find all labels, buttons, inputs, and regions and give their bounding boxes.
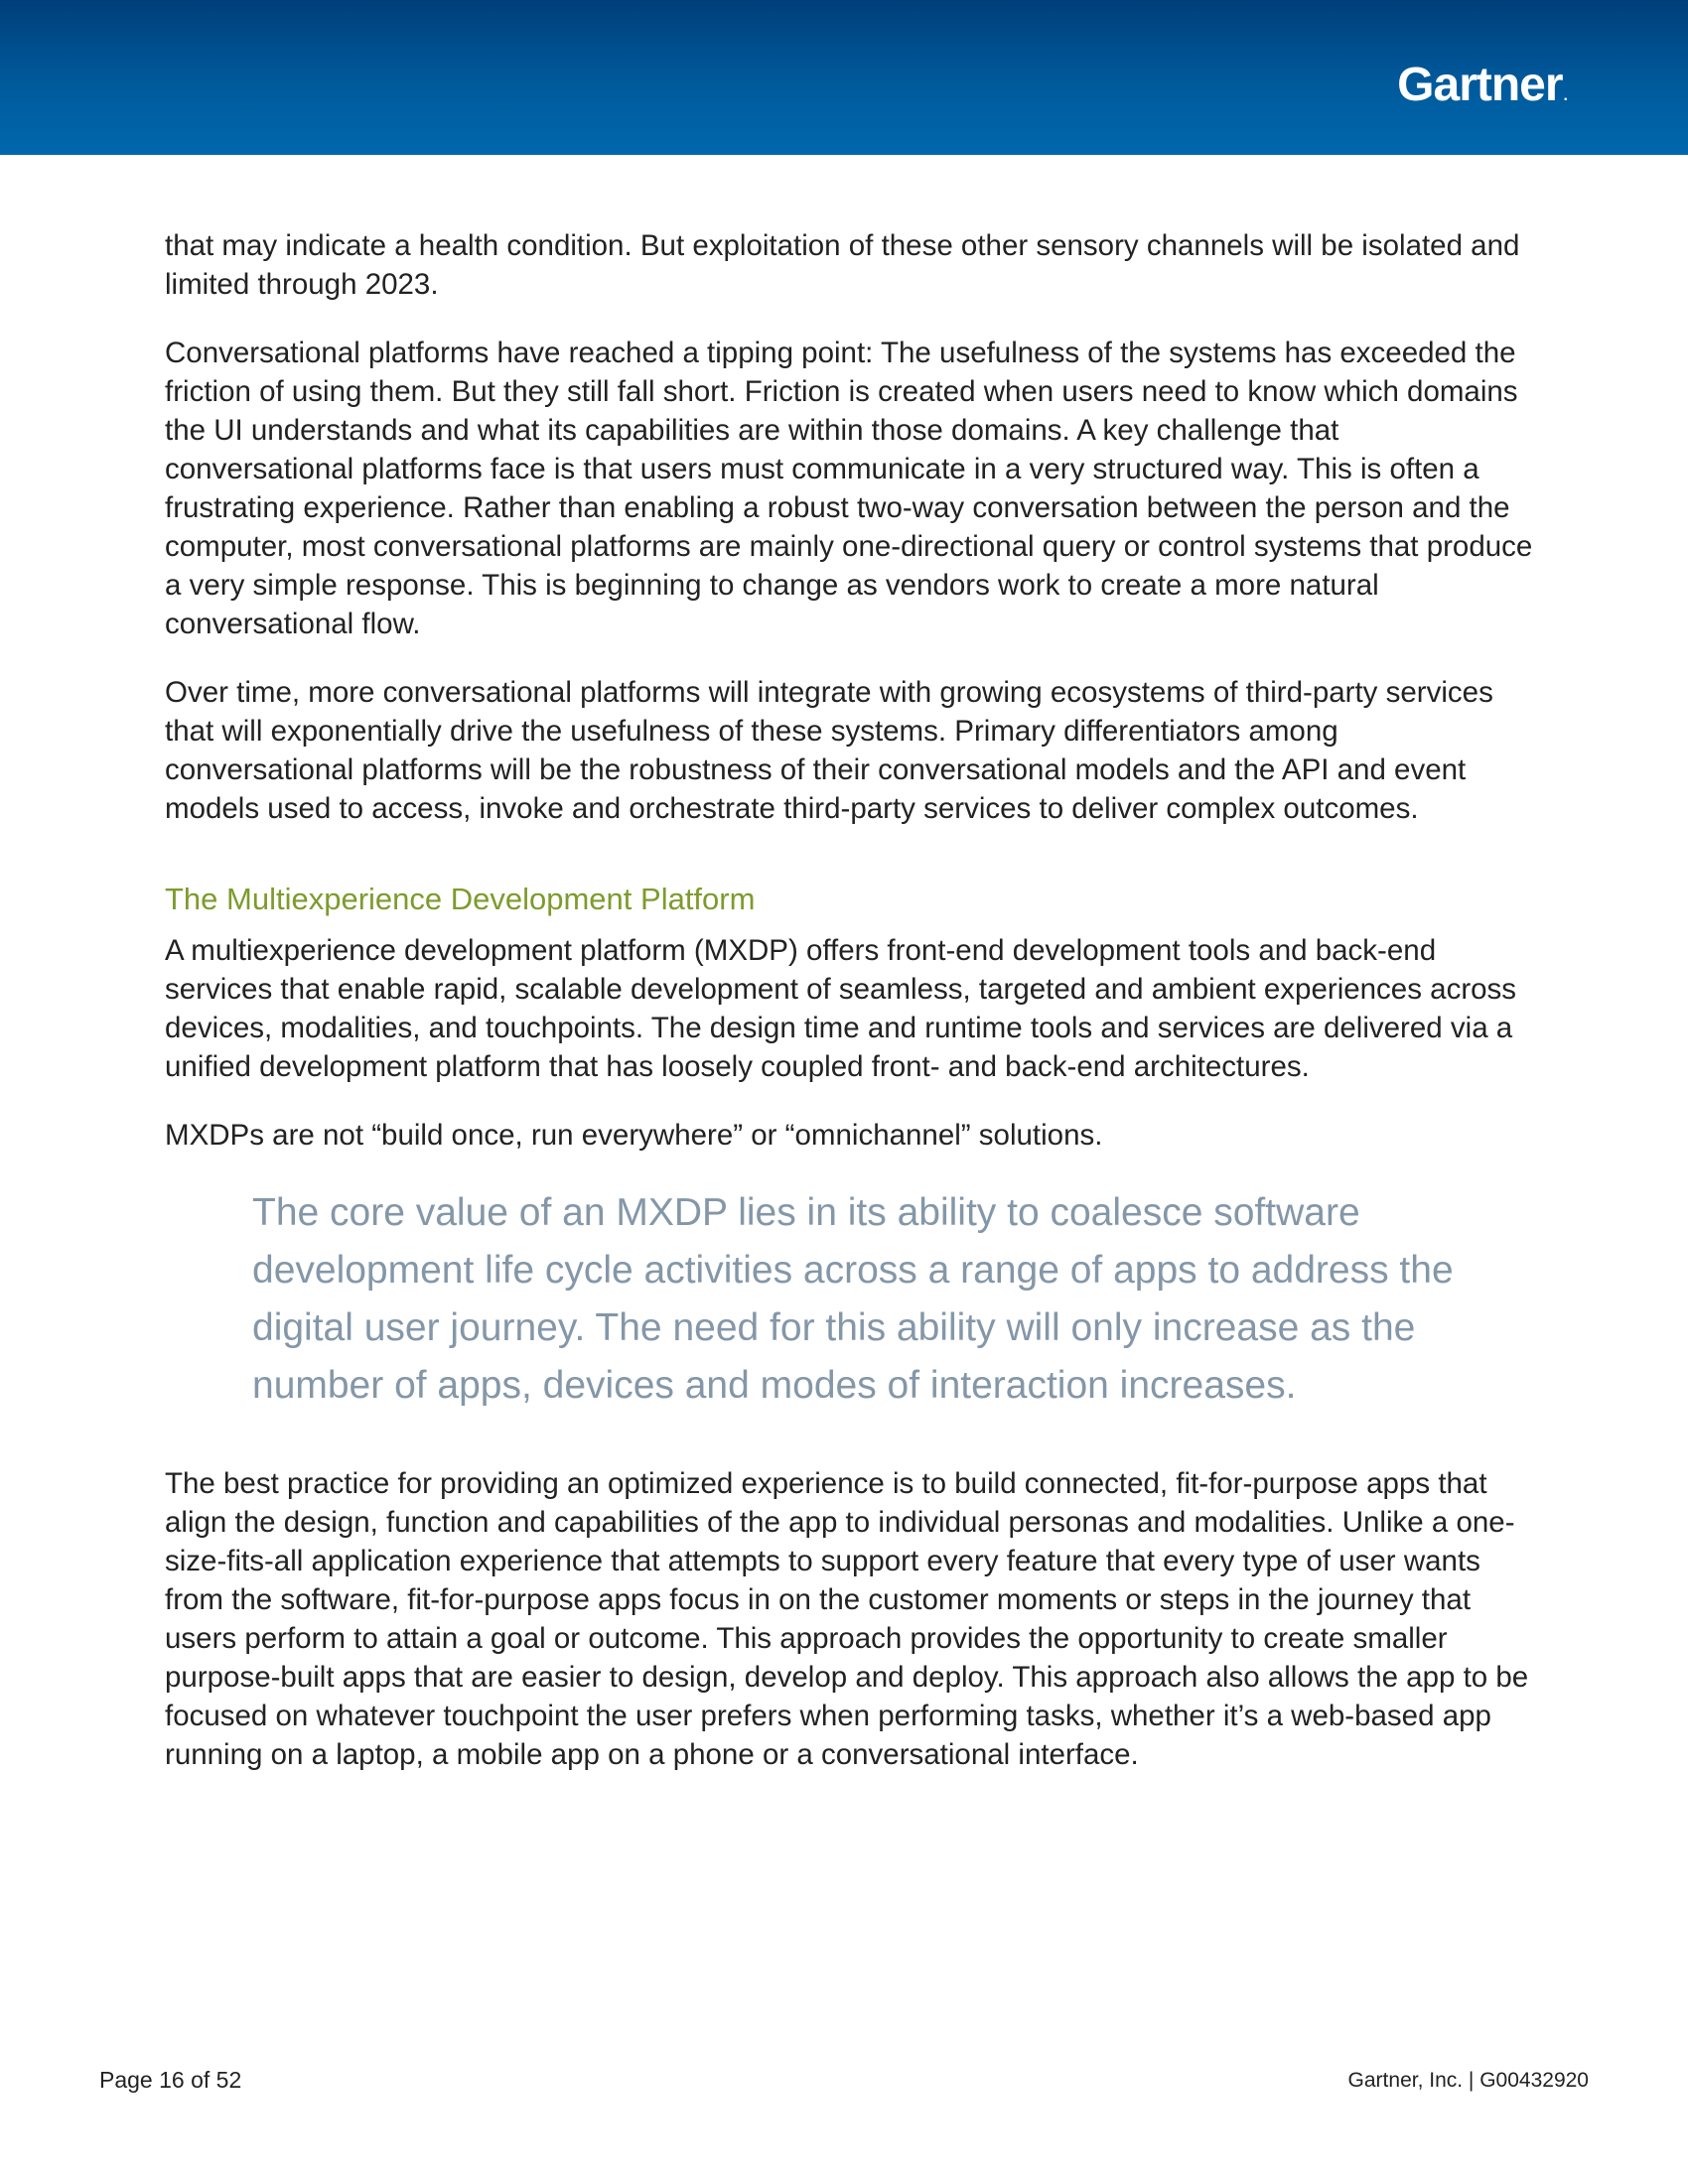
document-body xyxy=(165,226,1535,1804)
pull-quote: The core value of an MXDP lies in its ability to coalesce software development life cycle activities across a range of apps to address the digital user journey. The need for this ability will only increase as the number of apps, devices and modes of interaction increases. xyxy=(252,1191,1454,1407)
logo-dot: . xyxy=(1563,87,1567,104)
page-header-banner xyxy=(0,0,1688,155)
paragraph-not-omnichannel: MXDPs are not “build once, run everywhere” or “omnichannel” solutions. xyxy=(165,1119,1103,1152)
paragraph-tipping-point: Conversational platforms have reached a tipping point: The usefulness of the systems has exceeded the friction of using them. But they still fall short. Friction is created when users need to know which domains the UI understands and what its capabilities are within those domains. A key challenge that conversational platforms face is that users must communicate in a very structured way. This is often a frustrating experience. Rather than enabling a robust two-way conversation between the person and the computer, most conversational platforms are mainly one-directional query or control systems that produce a very simple response. This is beginning to change as vendors work to create a more natural conversational flow. xyxy=(165,337,1533,640)
paragraph-ecosystems: Over time, more conversational platforms will integrate with growing ecosystems of third-party services that will exponentially drive the usefulness of these systems. Primary differentiators among conversational platforms will be the robustness of their conversational models and the API and event models used to access, invoke and orchestrate third-party services to deliver complex outcomes. xyxy=(165,676,1493,825)
paragraph-mxdp-definition: A multiexperience development platform (MXDP) offers front-end development tools and back-end services that enable rapid, scalable development of seamless, targeted and ambient experiences across devices, modalities, and touchpoints. The design time and runtime tools and services are delivered via a unified development platform that has loosely coupled front- and back-end architectures. xyxy=(165,934,1517,1083)
gartner-logo xyxy=(1397,59,1567,111)
section-heading: The Multiexperience Development Platform xyxy=(165,882,756,916)
paragraph-health-condition: that may indicate a health condition. But exploitation of these other sensory channels will be isolated and limited through 2023. xyxy=(165,229,1520,301)
logo-text: Gartner xyxy=(1397,59,1563,111)
paragraph-best-practice: The best practice for providing an optimized experience is to build connected, fit-for-purpose apps that align the design, function and capabilities of the app to individual personas and modalities. Unlike a one-size-fits-all application experience that attempts to support every feature that every type of user wants from the software, fit-for-purpose apps focus in on the customer moments or steps in the journey that users perform to attain a goal or outcome. This approach provides the opportunity to create smaller purpose-built apps that are easier to design, develop and deploy. This approach also allows the app to be focused on whatever touchpoint the user prefers when performing tasks, whether it’s a web-based app running on a laptop, a mobile app on a phone or a conversational interface. xyxy=(165,1467,1529,1771)
document-id: Gartner, Inc. | G00432920 xyxy=(1347,2069,1589,2092)
page-number: Page 16 of 52 xyxy=(99,2067,242,2093)
